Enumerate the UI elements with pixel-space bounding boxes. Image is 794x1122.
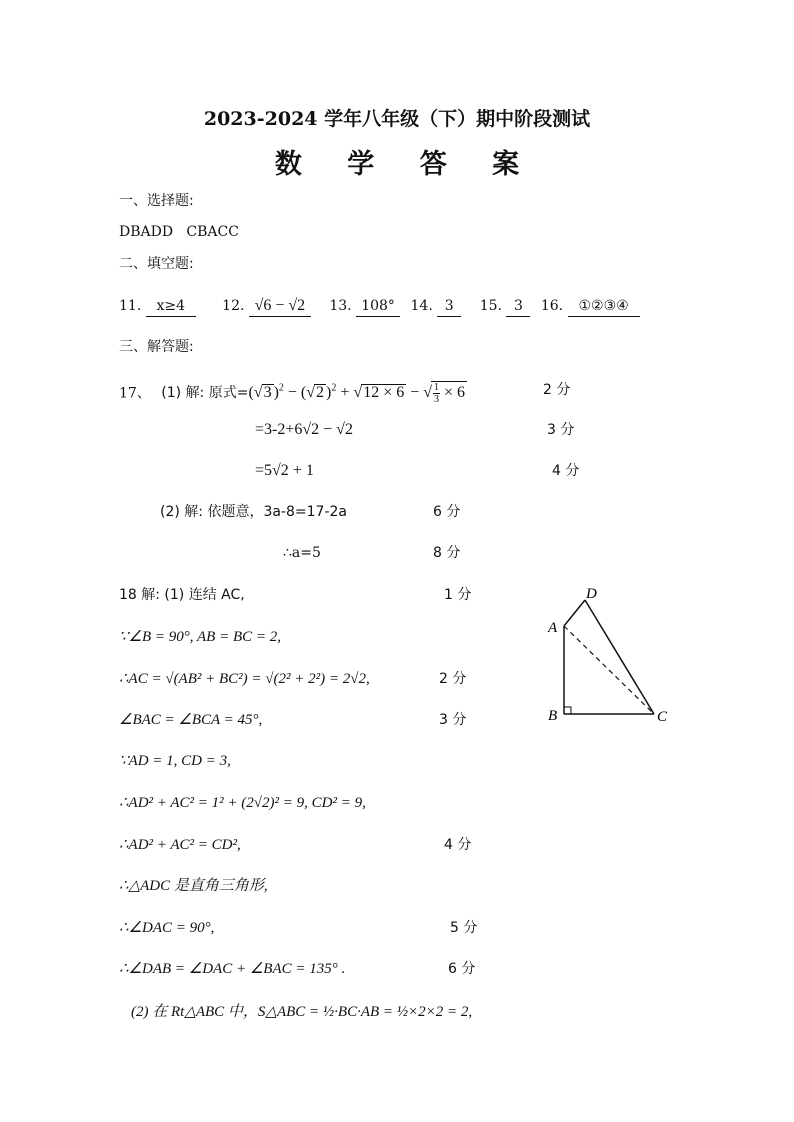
q18-line4: ∠BAC = ∠BCA = 45°,: [119, 712, 263, 728]
section3-heading: 三、解答题:: [119, 339, 194, 355]
q18-line5: ∵AD = 1, CD = 3,: [119, 753, 231, 769]
fill-blank-row: [119, 296, 640, 317]
item-13-num: 13.: [329, 298, 352, 314]
q17-line1: [119, 379, 467, 405]
q18-score-3: 3 分: [439, 712, 467, 728]
q18-score-5: 5 分: [450, 920, 478, 936]
choice-answers: DBADD CBACC: [119, 224, 239, 240]
item-16-num: 16.: [540, 298, 564, 314]
q17-score-2: 3 分: [547, 422, 575, 438]
q17-p2-intro: (2) 解: 依题意，3a-8=17-2a: [160, 504, 347, 520]
q18-line10: ∴∠DAB = ∠DAC + ∠BAC = 135° .: [119, 961, 346, 977]
label-a: A: [548, 620, 558, 636]
q18-line3: ∴AC = √(AB² + BC²) = √(2² + 2²) = 2√2,: [119, 671, 370, 687]
q18-line1: 18 解: (1) 连结 AC,: [119, 587, 245, 603]
item-14-num: 14.: [410, 298, 433, 314]
quadrilateral-figure: [540, 580, 680, 740]
item-14-answer: 3: [437, 296, 461, 317]
q17-p1-line2: =3-2+6√2 − √2: [255, 421, 353, 438]
exam-title: 2023-2024 学年八年级（下）期中阶段测试: [203, 108, 591, 130]
q18-line11: (2) 在 Rt△ABC 中，S△ABC = ½·BC·AB = ½×2×2 = 2,: [131, 1004, 473, 1020]
q18-line6: ∴AD² + AC² = 1² + (2√2)² = 9, CD² = 9,: [119, 795, 366, 811]
item-15-answer: 3: [506, 296, 530, 317]
label-c: C: [657, 709, 668, 725]
item-16-answer: ①②③④: [568, 296, 640, 317]
q17-score-1: 2 分: [543, 382, 571, 398]
item-11-answer: x≥4: [146, 296, 196, 317]
q18-score-4: 4 分: [444, 837, 472, 853]
q18-score-2: 2 分: [439, 671, 467, 687]
item-15-num: 15.: [479, 298, 502, 314]
q17-score-4: 6 分: [433, 504, 461, 520]
segment-dc: [585, 600, 654, 714]
q17-p1-expression: (√3 )$^2$ − (√2 )$^2$ + √12 × 6 − √ $\frac{1}{3}$ × 6: [248, 382, 466, 406]
answer-title: 数 学 答 案: [274, 149, 538, 180]
q17-p1-line3: =5√2 + 1: [255, 462, 314, 479]
q17-p1-intro: (1) 解: 原式=: [161, 385, 249, 402]
segment-ad: [564, 600, 585, 626]
label-d: D: [586, 586, 597, 602]
q18-line9: ∴∠DAC = 90°,: [119, 920, 215, 936]
q17-p2-line2: ∴a=5: [283, 545, 321, 561]
section1-heading: 一、选择题:: [119, 193, 194, 209]
item-13-answer: 108°: [356, 296, 400, 317]
q17-label: 17、: [119, 385, 151, 402]
section2-heading: 二、填空题:: [119, 256, 194, 272]
right-angle-marker: [564, 707, 571, 714]
item-12-answer: √6 − √2: [249, 296, 311, 317]
item-12-num: 12.: [222, 298, 245, 314]
label-b: B: [548, 708, 558, 724]
q17-score-3: 4 分: [552, 463, 580, 479]
q18-score-1: 1 分: [444, 587, 472, 603]
q18-line2: ∵∠B = 90°, AB = BC = 2,: [119, 629, 281, 645]
q17-score-5: 8 分: [433, 545, 461, 561]
item-11-num: 11.: [119, 298, 142, 314]
q18-score-6: 6 分: [448, 961, 476, 977]
q18-line7: ∴AD² + AC² = CD²,: [119, 837, 241, 853]
q18-line8: ∴△ADC 是直角三角形,: [119, 878, 268, 894]
